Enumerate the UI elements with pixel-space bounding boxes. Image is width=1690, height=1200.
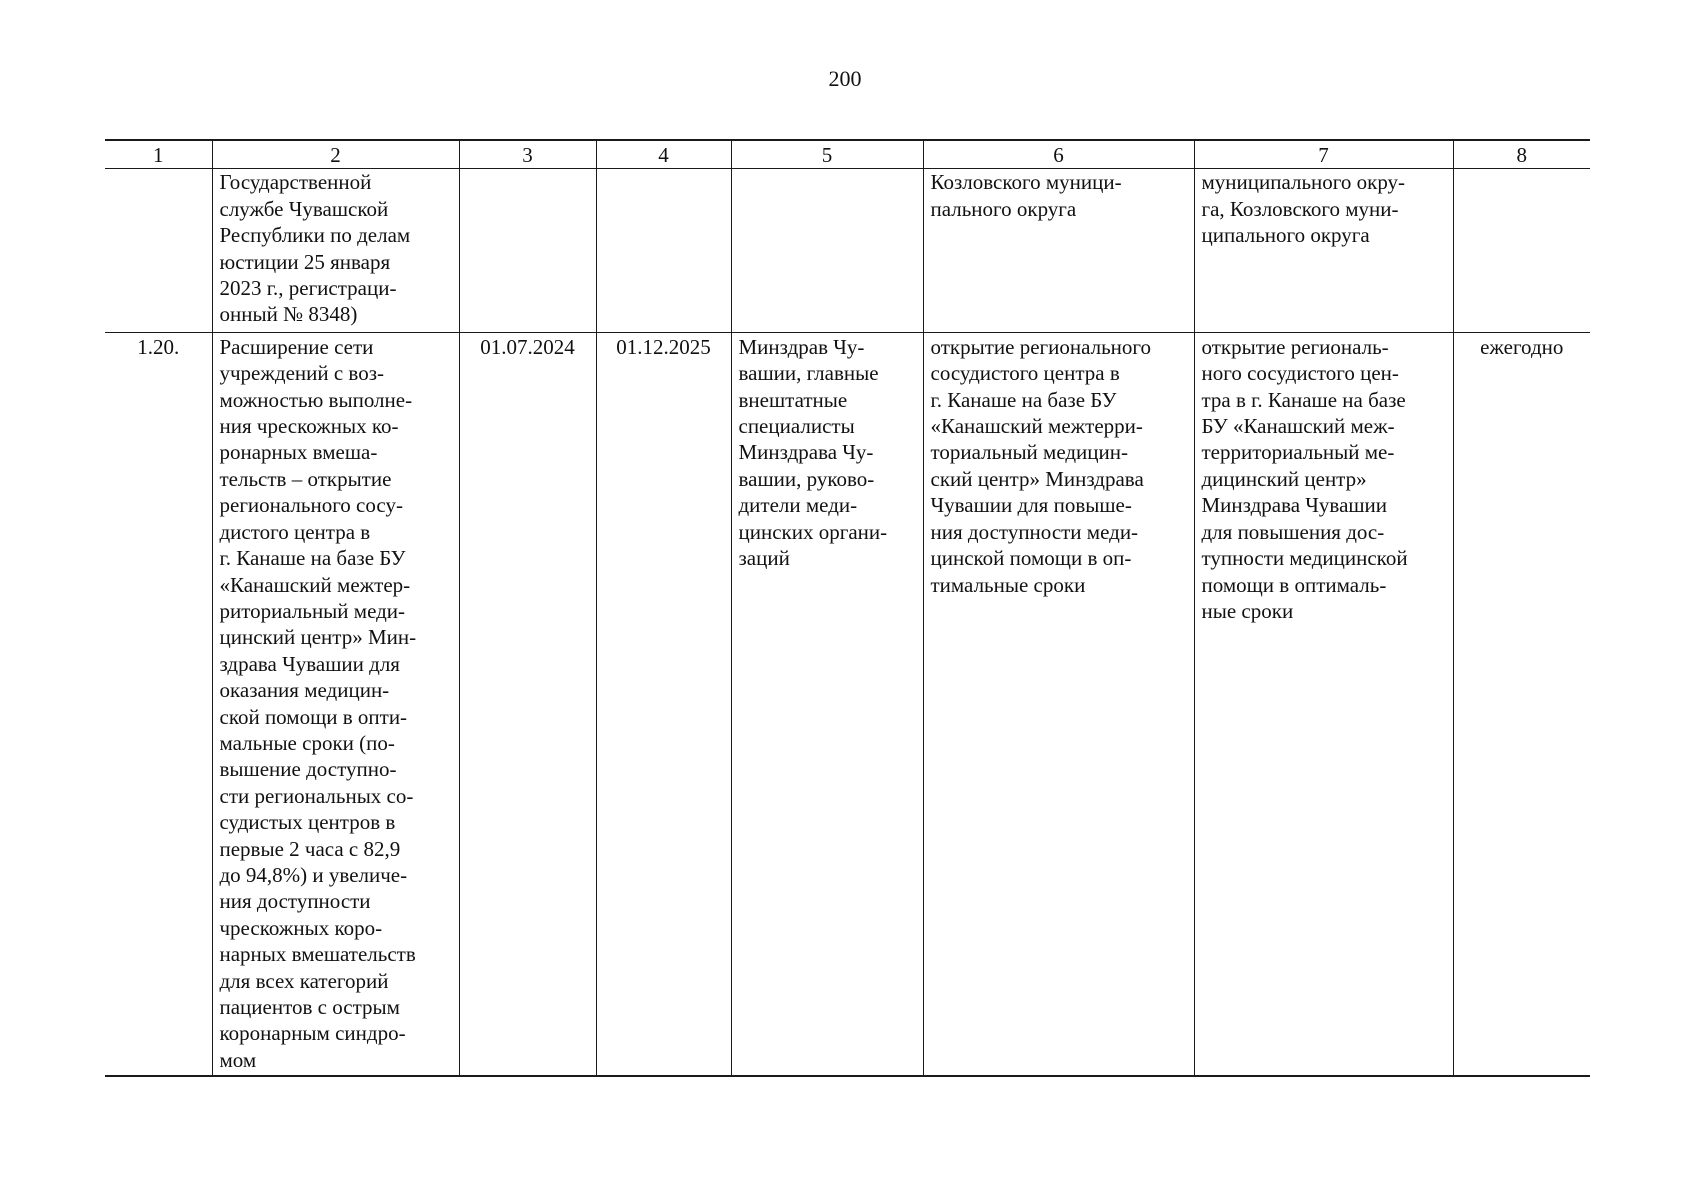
table-header-row [105,140,1590,169]
cell-frequency: ежегодно [1453,332,1590,1076]
cell-item-number [105,169,212,332]
cell-start-date [459,169,596,332]
table-row-continuation [105,169,1590,332]
cell-measure-name: Расширение сети учреждений с воз- можностью выполне- ния чрескожных ко- ронарных вмеша- тельств – открытие регионального сосу- дистого центра в г. Канаше на базе БУ «Канашский межтер- риториальный меди- цинский центр» Мин- здрава Чувашии для оказания медицин- ской помощи в опти- мальные сроки (по- вышение доступно- сти региональных со- судистых центров в первые 2 часа с 82,9 до 94,8%) и увеличе- ния доступности чрескожных коро- нарных вмешательств для всех категорий пациентов с острым коронарным синдро- мом [212,332,459,1076]
cell-indicator: открытие региональ- ного сосудистого цен- тра в г. Канаше на базе БУ «Канашский меж- территориальный ме- дицинский центр» Минздрава Чувашии для повышения дос- тупности медицинской помощи в оптималь- ные сроки [1194,332,1453,1076]
cell-end-date: 01.12.2025 [596,332,731,1076]
cell-expected-result: открытие регионального сосудистого центра в г. Канаше на базе БУ «Канашский межтерри- ториальный медицин- ский центр» Минздрава Чувашии для повыше- ния доступности меди- цинской помощи в оп- тимальные сроки [923,332,1194,1076]
column-header: 4 [596,140,731,169]
cell-start-date: 01.07.2024 [459,332,596,1076]
cell-frequency [1453,169,1590,332]
cell-responsible [731,169,923,332]
cell-end-date [596,169,731,332]
table-row-1-20 [105,332,1590,1076]
column-header: 7 [1194,140,1453,169]
column-header: 3 [459,140,596,169]
cell-indicator: муниципального окру- га, Козловского муни- ципального округа [1194,169,1453,332]
column-header: 2 [212,140,459,169]
column-header: 5 [731,140,923,169]
cell-expected-result: Козловского муници- пального округа [923,169,1194,332]
measures-table [105,139,1590,1077]
column-header: 1 [105,140,212,169]
page-number: 200 [828,66,862,91]
column-header: 8 [1453,140,1590,169]
cell-responsible: Минздрав Чу- вашии, главные внештатные специалисты Минздрава Чу- вашии, руково- дители меди- цинских органи- заций [731,332,923,1076]
cell-item-number: 1.20. [105,332,212,1076]
cell-measure-name: Государственной службе Чувашской Республики по делам юстиции 25 января 2023 г., регистраци- онный № 8348) [212,169,459,332]
column-header: 6 [923,140,1194,169]
